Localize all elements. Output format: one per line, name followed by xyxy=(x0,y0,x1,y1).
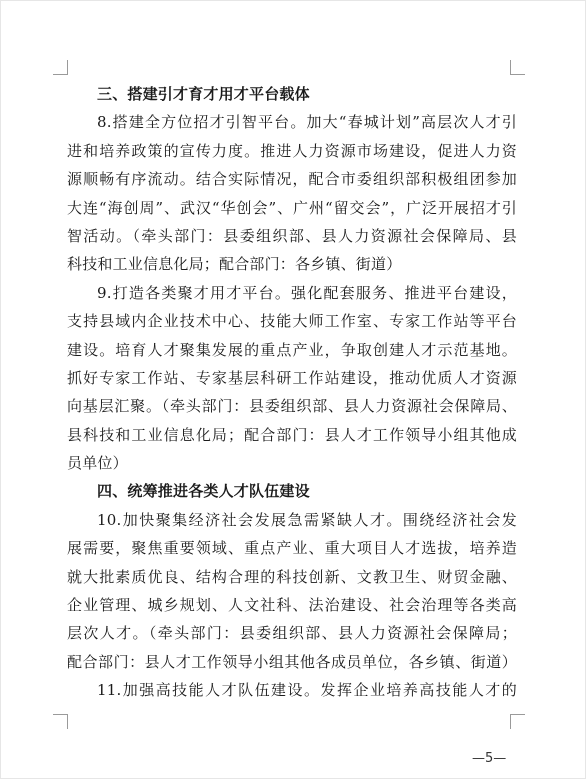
paragraph-line: 科技和工业信息化局；配合部门：各乡镇、街道） xyxy=(67,255,402,274)
paragraph-line: 10.加快聚集经济社会发展急需紧缺人才。围绕经济社会发 xyxy=(97,510,517,529)
paragraph-line: 9.打造各类聚才用才平台。强化配套服务、推进平台建设， xyxy=(97,283,517,302)
paragraph-line: 支持县域内企业技术中心、技能大师工作室、专家工作站等平台 xyxy=(67,312,517,331)
paragraph-line: 企业管理、城乡规划、人文社科、法治建设、社会治理等各类高 xyxy=(67,596,517,615)
document-body xyxy=(67,80,517,705)
paragraph-line: 建设。培育人才聚集发展的重点产业，争取创建人才示范基地。 xyxy=(67,340,517,359)
paragraph-line: 县科技和工业信息化局；配合部门：县人才工作领导小组其他成 xyxy=(67,425,517,444)
paragraph-line: 源顺畅有序流动。结合实际情况，配合市委组织部积极组团参加 xyxy=(67,170,517,189)
paragraph-line: 配合部门：县人才工作领导小组其他各成员单位，各乡镇、街道） xyxy=(67,652,517,671)
paragraph-line: 抓好专家工作站、专家基层科研工作站建设，推动优质人才资源 xyxy=(67,368,517,387)
crop-mark-bottom-left xyxy=(53,714,68,729)
paragraph-line: 向基层汇聚。（牵头部门：县委组织部、县人力资源社会保障局、 xyxy=(67,397,517,416)
paragraph-line: 智活动。（牵头部门：县委组织部、县人力资源社会保障局、县 xyxy=(67,226,517,245)
paragraph-line: 11.加强高技能人才队伍建设。发挥企业培养高技能人才的 xyxy=(97,681,517,700)
crop-mark-bottom-right xyxy=(510,714,525,729)
crop-mark-top-left xyxy=(53,60,68,75)
paragraph-line: 展需要，聚焦重要领域、重点产业、重大项目人才选拔，培养造 xyxy=(67,539,517,558)
paragraph-line: 就大批素质优良、结构合理的科技创新、文教卫生、财贸金融、 xyxy=(67,567,517,586)
section-heading-3: 三、搭建引才育才用才平台载体 xyxy=(97,85,310,103)
paragraph-line: 8.搭建全方位招才引智平台。加大“春城计划”高层次人才引 xyxy=(97,113,517,132)
paragraph-line: 层次人才。（牵头部门：县委组织部、县人力资源社会保障局； xyxy=(67,624,517,643)
paragraph-line: 大连“海创周”、武汉“华创会”、广州“留交会”，广泛开展招才引 xyxy=(67,198,517,217)
paragraph-line: 员单位） xyxy=(67,454,128,473)
crop-mark-top-right xyxy=(510,60,525,75)
section-heading-4: 四、统筹推进各类人才队伍建设 xyxy=(97,482,310,501)
paragraph-line: 进和培养政策的宣传力度。推进人力资源市场建设，促进人力资 xyxy=(67,141,517,160)
page-number: —5— xyxy=(472,751,507,766)
